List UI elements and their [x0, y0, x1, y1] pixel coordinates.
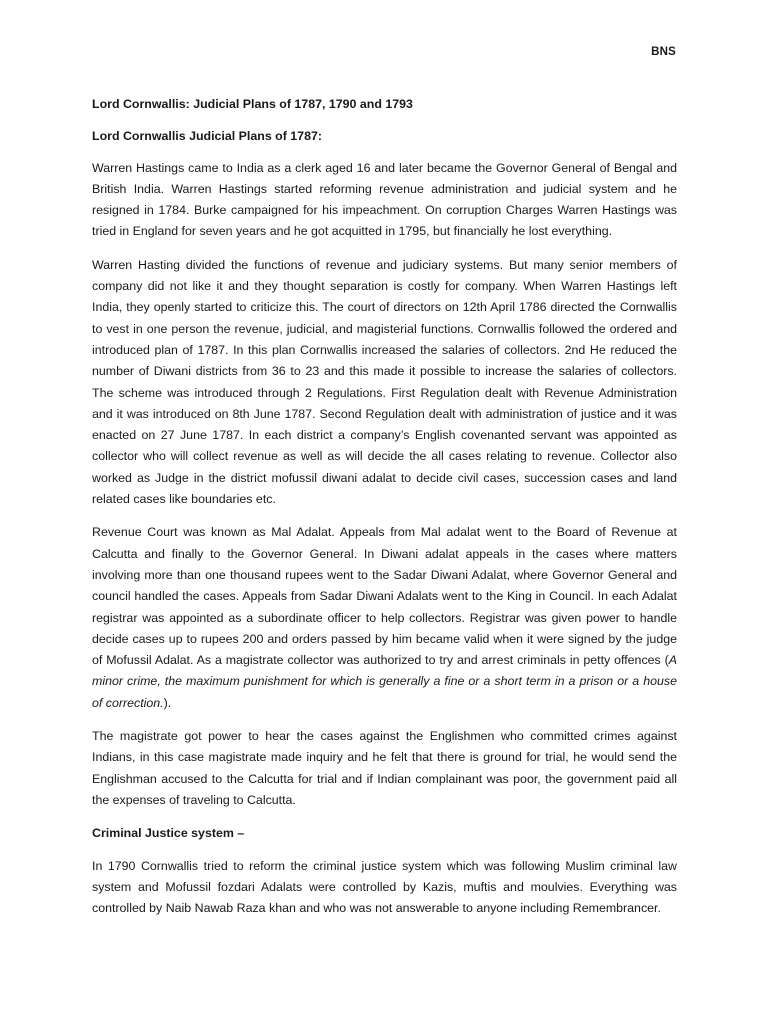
paragraph-2: Warren Hasting divided the functions of revenue and judiciary systems. But many senior members of company did not like it and they thought separation is costly for company. When Warren Hastings left India, they openly started to criticize this. The court of directors on 12th April 1786 directed the Cornwallis to vest in one person the revenue, judicial, and magisterial functions. Cornwallis followed the ordered and introduced plan of 1787. In this plan Cornwallis increased the salaries of collectors. 2nd He reduced the number of Diwani districts from 36 to 23 and this made it possible to increase the salaries of collectors. The scheme was introduced through 2 Regulations. First Regulation dealt with Revenue Administration and it was introduced on 8th June 1787. Second Regulation dealt with administration of justice and it was enacted on 27 June 1787. In each district a company’s English covenanted servant was appointed as collector who will collect revenue as well as will decide the all cases relating to revenue. Collector also worked as Judge in the district mofussil diwani adalat to decide civil cases, succession cases and land related cases like boundaries etc.: [92, 257, 677, 507]
paragraph-3: [92, 522, 677, 714]
paragraph-5: In 1790 Cornwallis tried to reform the criminal justice system which was following Muslim criminal law system and Mofussil fozdari Adalats were controlled by Kazis, muftis and moulvies. Everything was controlled by Naib Nawab Raza khan and who was not answerable to anyone including Remembrancer.: [92, 858, 677, 916]
document-title: Lord Cornwallis: Judicial Plans of 1787, 1790 and 1793: [92, 97, 413, 111]
section-label-criminal-justice: Criminal Justice system –: [92, 826, 245, 841]
paragraph-3-main: Revenue Court was known as Mal Adalat. Appeals from Mal adalat went to the Board of Revenue at Calcutta and finally to the Governor General. In Diwani adalat appeals in the cases where matters involving more than one thousand rupees went to the Sadar Diwani Adalat, where Governor General and council handled the cases. Appeals from Sadar Diwani Adalats went to the King in Council. In each Adalat registrar was appointed as a subordinate officer to help collectors. Registrar was given power to handle decide cases up to rupees 200 and orders passed by him became valid when it were signed by the judge of Mofussil Adalat. As a magistrate collector was authorized to try and arrest criminals in petty offences (: [92, 525, 677, 668]
document-body: [92, 94, 677, 931]
paragraph-3-end: ).: [163, 695, 172, 710]
paragraph-4: The magistrate got power to hear the cases against the Englishmen who committed crimes against Indians, in this case magistrate made inquiry and he felt that there is ground for trial, he would send the Englishman accused to the Calcutta for trial and if Indian complainant was poor, the government paid all the expenses of traveling to Calcutta.: [92, 729, 677, 807]
header-initials: BNS: [651, 46, 676, 58]
paragraph-1: Warren Hastings came to India as a clerk aged 16 and later became the Governor General of Bengal and British India. Warren Hastings started reforming revenue administration and judicial system and he resigned in 1784. Burke campaigned for his impeachment. On corruption Charges Warren Hastings was tried in England for seven years and he got acquitted in 1795, but financially he lost everything.: [92, 160, 677, 239]
paragraph-3-italic-note: A minor crime, the maximum punishment for which is generally a fine or a short term in a prison or a house of correction.: [92, 653, 677, 710]
document-subtitle: Lord Cornwallis Judicial Plans of 1787:: [92, 129, 322, 144]
